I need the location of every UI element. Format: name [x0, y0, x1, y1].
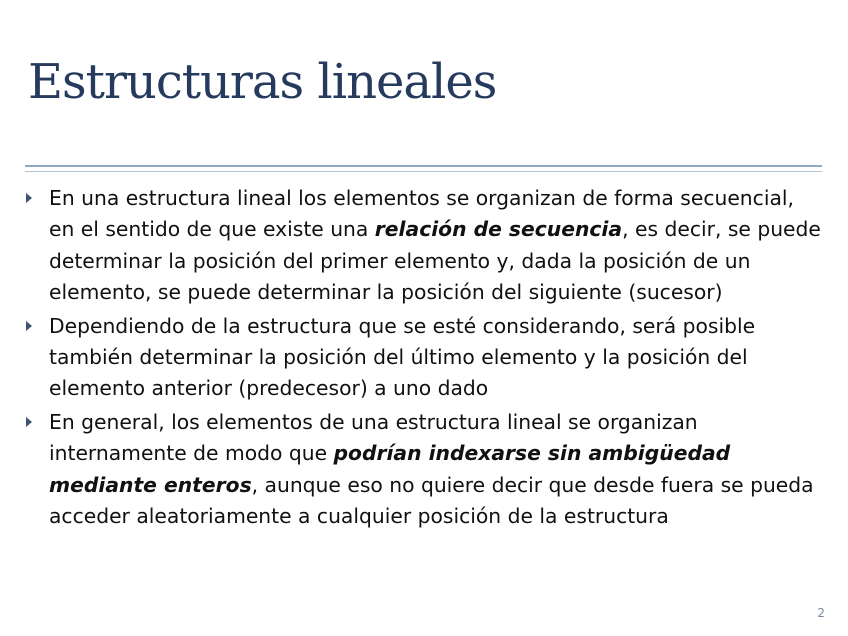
bullet-text: Dependiendo de la estructura que se esté considerando, será posible también determinar la posición del último elemento y la posición del elemento anterior (predecesor) a uno dado: [49, 313, 756, 401]
bullet-item: [24, 407, 824, 533]
bullet-item: [24, 183, 824, 309]
triangle-bullet-icon: [26, 193, 32, 203]
title-divider-thin: [25, 171, 822, 172]
bullet-text: En una estructura lineal los elementos se organizan de forma secuencial, en el sentido de que existe una: [49, 186, 794, 242]
slide-title: Estructuras lineales: [28, 54, 497, 110]
title-divider: [25, 165, 822, 167]
bullet-text: En general, los elementos de una estructura lineal se organizan internamente de modo que: [49, 409, 698, 466]
bullet-emphasis: podrían indexarse sin ambigüedad mediante enteros: [49, 441, 731, 497]
bullet-text: , aunque eso no quiere decir que desde fuera se pueda acceder aleatoriamente a cualquier posición de la estructura: [49, 472, 814, 529]
triangle-bullet-icon: [26, 417, 32, 427]
triangle-bullet-icon: [26, 321, 32, 331]
bullet-emphasis: relación de secuencia: [374, 217, 623, 242]
slide-content: [24, 183, 824, 534]
bullet-text: , es decir, se puede determinar la posición del primer elemento y, dada la posición de un elemento, se puede determinar la posición del siguiente (sucesor): [49, 217, 821, 305]
page-number: 2: [817, 606, 825, 620]
bullet-item: [24, 311, 824, 405]
